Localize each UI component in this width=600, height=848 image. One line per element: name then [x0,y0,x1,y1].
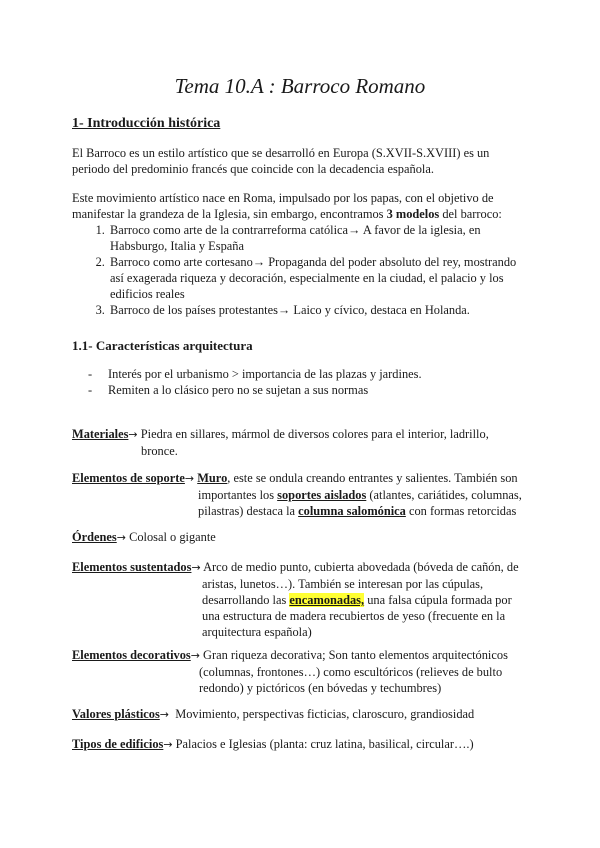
soporte-entry: Elementos de soporte→ Muro, este se ondula creando entrantes y salientes. También son importantes los soportes aislados (atlantes, cariátides, columnas, pilastras) destaca la columna salomónica con formas retorcidas [72,471,522,518]
arrow-icon: → [184,472,195,485]
model-item: 1. Barroco como arte de la contrarreforma católica→ A favor de la iglesia, en Habsburgo, Italia y España [108,222,532,254]
arrow-icon: → [159,708,169,721]
materiales-entry: Materiales→ Piedra en sillares, mármol de diversos colores para el interior, ladrillo, bronce. [72,427,489,458]
models-line-2-post: del barroco: [439,207,502,221]
muro-term: Muro [197,471,228,485]
decorativos-label: Elementos decorativos [72,648,191,662]
ordenes-label: Órdenes [72,530,117,544]
arrow-icon: → [191,561,201,574]
arrow-icon: → [190,649,200,662]
arrow-icon: → [116,531,126,544]
sustentados-entry: Elementos sustentados→ Arco de medio punto, cubierta abovedada (bóveda de cañón, de aristas, lunetos…). También se interesan por las cúpulas, desarrollando las encamonadas, una falsa cúpula formada por una estructura de madera recubiertos de yeso (frecuente en la arquitectura española) [72,560,519,639]
decorativos-entry: Elementos decorativos→ Gran riqueza decorativa; Son tanto elementos arquitectónicos (columnas, frontones…) como escultóricos (relieves de bulto redondo) y pictóricos (en bóvedas y techumbres) [72,648,508,695]
models-line-1: Este movimiento artístico nace en Roma, impulsado por los papas, con el objetivo de [72,191,494,205]
ordenes-entry: Órdenes→ Colosal o gigante [72,530,216,544]
columna-salomonica-term: columna salomónica [298,504,406,518]
valores-label: Valores plásticos [72,707,160,721]
intro-paragraph [72,145,532,177]
section-heading-introduccion: 1- Introducción histórica [72,116,221,131]
materiales-label: Materiales [72,427,129,441]
characteristics-list [88,366,422,398]
page-title: Tema 10.A : Barroco Romano [174,74,426,98]
soportes-aislados-term: soportes aislados [277,488,367,502]
valores-entry: Valores plásticos→ Movimiento, perspectivas ficticias, claroscuro, grandiosidad [72,707,475,721]
models-line-2 [72,206,532,222]
arrow-icon: → [163,738,173,751]
model-item: 2. Barroco como arte cortesano→ Propaganda del poder absoluto del rey, mostrando así exagerada riqueza y decoración, especialmente en la ciudad, el palacio y los edificios reales [108,254,532,302]
list-item: - Interés por el urbanismo > importancia de las plazas y jardines. [88,366,422,382]
tipos-label: Tipos de edificios [72,737,164,751]
models-paragraph [72,190,532,318]
section-heading-caracteristicas: 1.1- Características arquitectura [72,338,253,353]
models-count-bold: 3 modelos [386,207,440,221]
models-list [72,222,532,318]
model-item: 3. Barroco de los países protestantes→ Laico y cívico, destaca en Holanda. [108,302,532,318]
sustentados-label: Elementos sustentados [72,560,192,574]
intro-line-1: El Barroco es un estilo artístico que se desarrolló en Europa (S.XVII-S.XVIII) es un [72,146,490,160]
soporte-label: Elementos de soporte [72,471,185,485]
encamonadas-term: encamonadas, [289,593,365,607]
list-item: - Remiten a lo clásico pero no se sujetan a sus normas [88,382,422,398]
intro-line-2: periodo del predominio francés que coincide con la decadencia española. [72,162,434,176]
tipos-entry: Tipos de edificios→ Palacios e Iglesias (planta: cruz latina, basilical, circular….) [72,737,474,751]
models-line-2-pre: manifestar la grandeza de la Iglesia, sin embargo, encontramos [72,207,387,221]
arrow-icon: → [128,428,138,441]
